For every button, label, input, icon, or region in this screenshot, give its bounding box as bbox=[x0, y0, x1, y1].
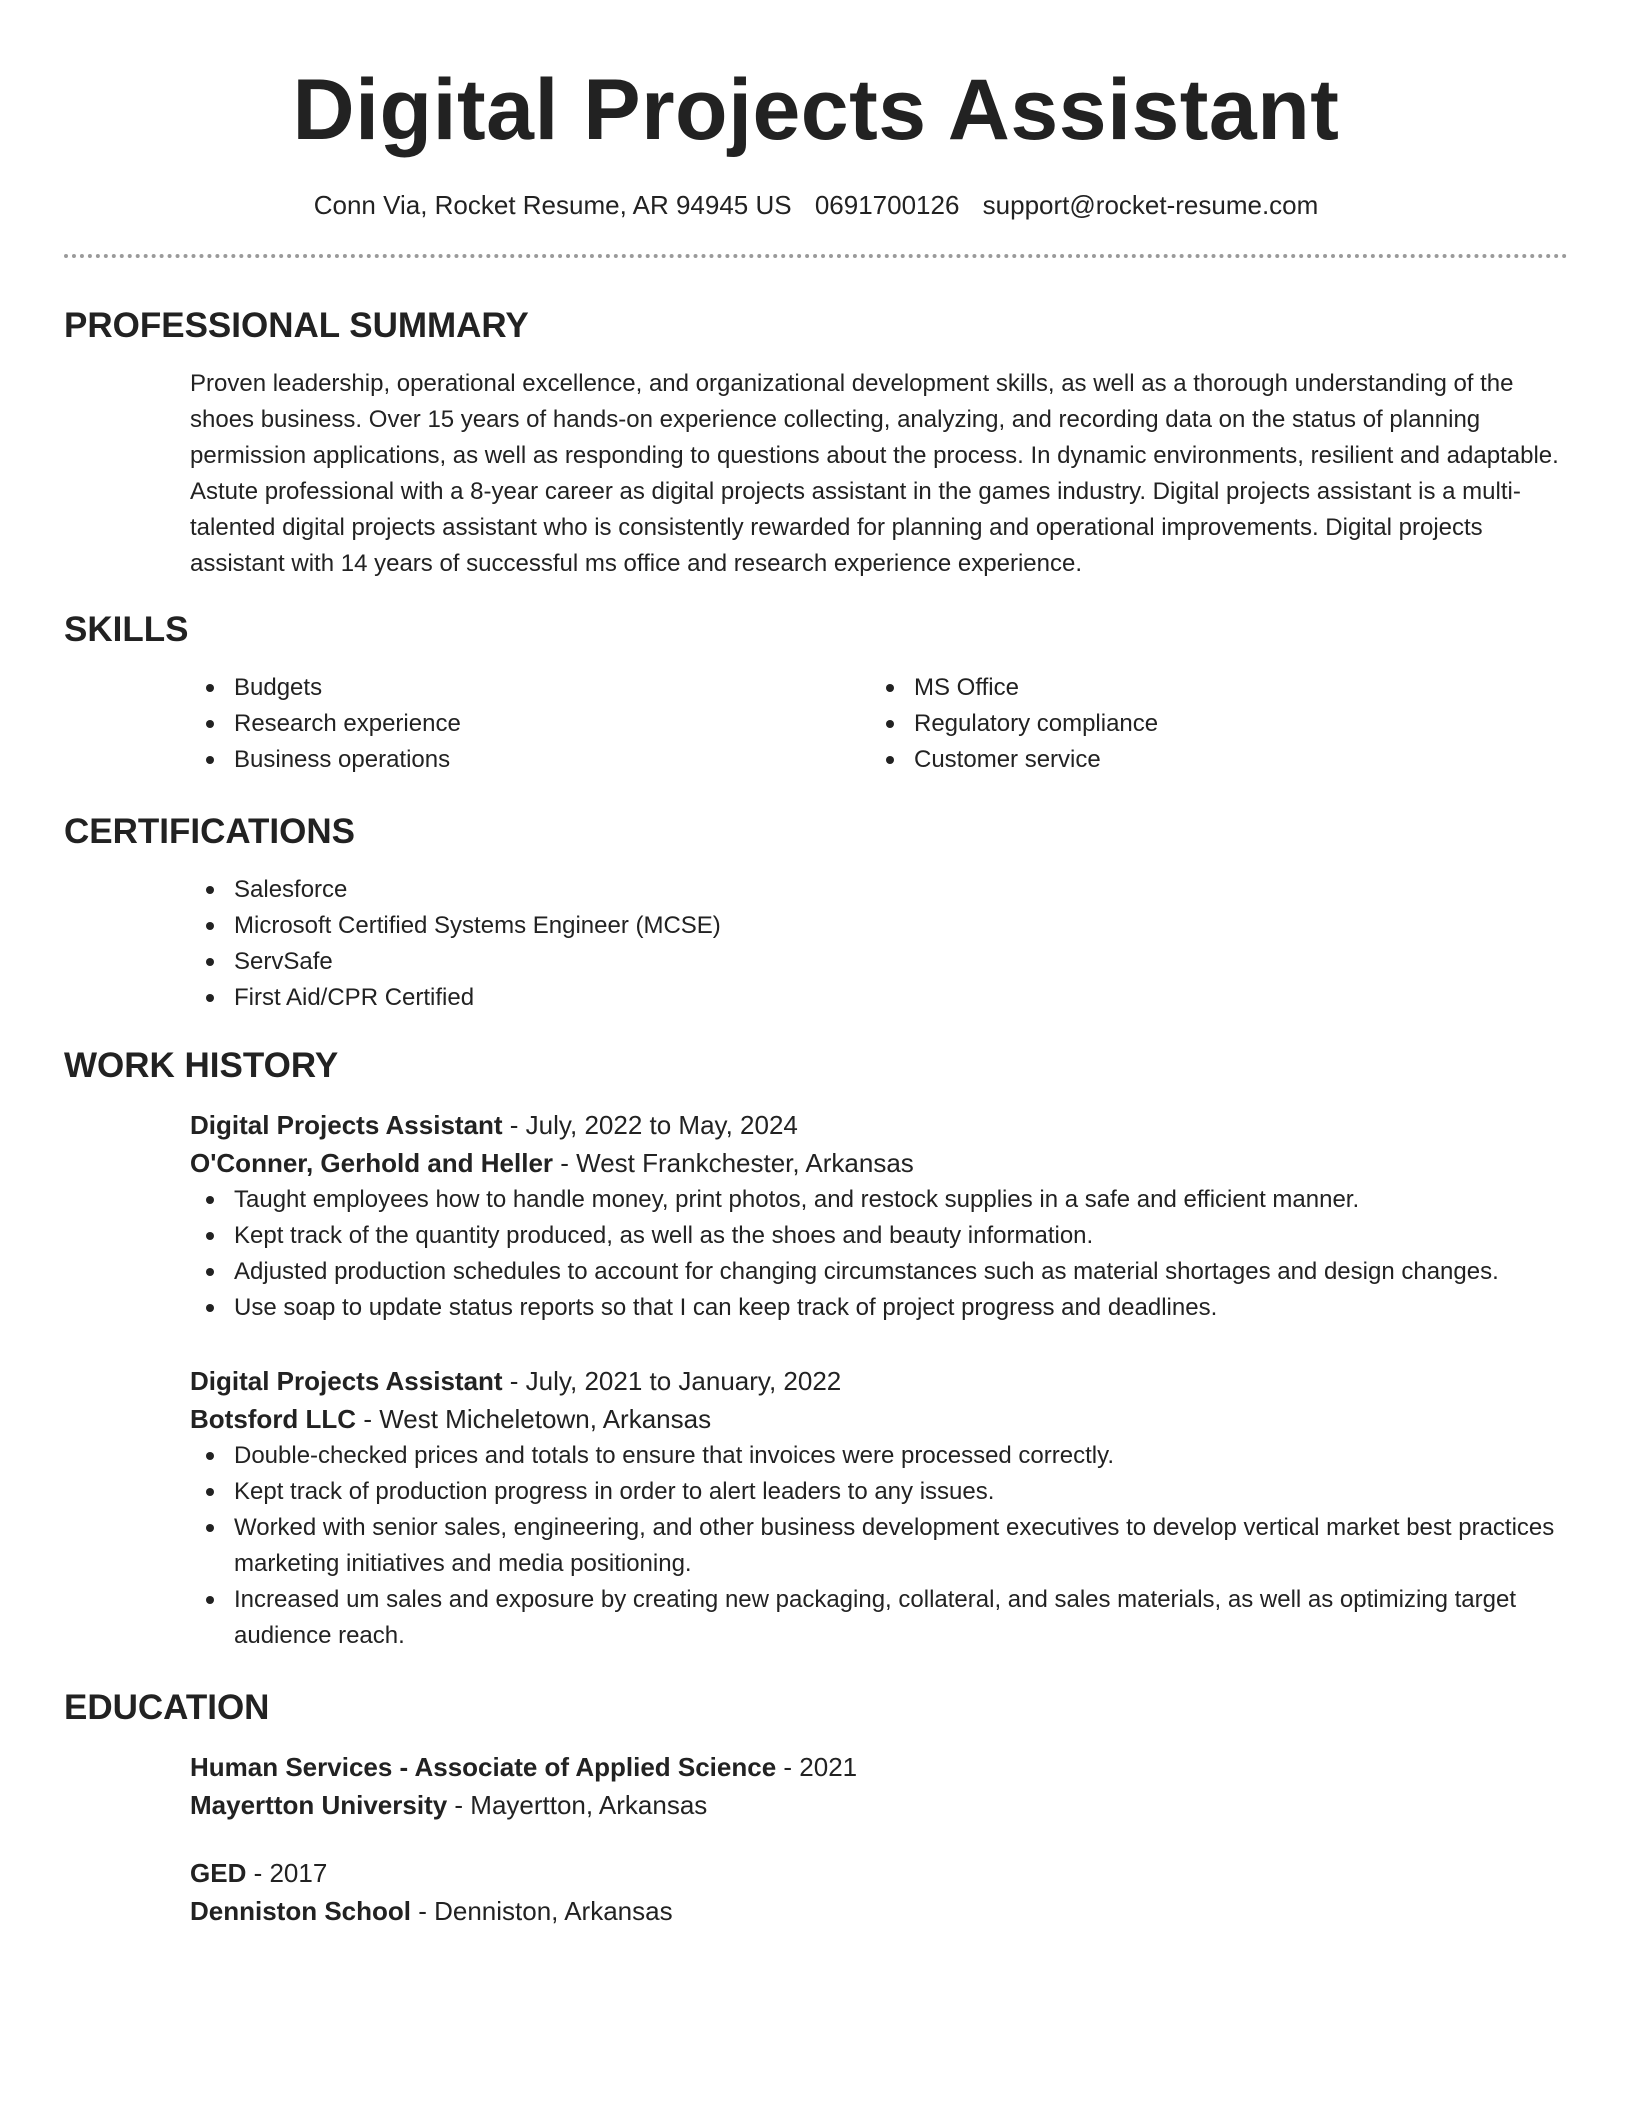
education-location: - Denniston, Arkansas bbox=[411, 1896, 673, 1926]
job-dates: - July, 2021 to January, 2022 bbox=[502, 1366, 842, 1396]
work-history-heading: WORK HISTORY bbox=[64, 1046, 339, 1085]
certifications-heading: CERTIFICATIONS bbox=[64, 812, 356, 851]
job-duties bbox=[190, 1182, 1568, 1326]
skills-heading: SKILLS bbox=[64, 610, 189, 649]
contact-address: Conn Via, Rocket Resume, AR 94945 US bbox=[313, 190, 792, 220]
education-degree-line bbox=[190, 1854, 1568, 1892]
contact-email: support@rocket-resume.com bbox=[982, 190, 1319, 220]
education-school-line bbox=[190, 1892, 1568, 1930]
skill-item: Customer service bbox=[870, 742, 1550, 778]
job-company: Botsford LLC bbox=[190, 1404, 357, 1434]
education-school-line bbox=[190, 1786, 1568, 1824]
education-degree-line bbox=[190, 1748, 1568, 1786]
education-entry bbox=[190, 1748, 1568, 1824]
certification-item: ServSafe bbox=[190, 944, 1568, 980]
job-company: O'Conner, Gerhold and Heller bbox=[190, 1148, 554, 1178]
education-year: - 2017 bbox=[246, 1858, 328, 1888]
job-entry bbox=[190, 1362, 1568, 1654]
skill-item: Business operations bbox=[190, 742, 870, 778]
job-dates: - July, 2022 to May, 2024 bbox=[502, 1110, 798, 1140]
certifications-list bbox=[190, 872, 1568, 1016]
job-duty: Increased um sales and exposure by creating new packaging, collateral, and sales materials, as well as optimizing target audience reach. bbox=[190, 1582, 1568, 1654]
job-title-line bbox=[190, 1362, 1568, 1400]
job-duty: Adjusted production schedules to account for changing circumstances such as material shortages and design changes. bbox=[190, 1254, 1568, 1290]
job-duty: Worked with senior sales, engineering, and other business development executives to develop vertical market best practices marketing initiatives and media positioning. bbox=[190, 1510, 1568, 1582]
job-role: Digital Projects Assistant bbox=[190, 1366, 503, 1396]
contact-line bbox=[64, 188, 1568, 222]
resume-name: Digital Projects Assistant bbox=[292, 62, 1340, 158]
job-duty: Double-checked prices and totals to ensure that invoices were processed correctly. bbox=[190, 1438, 1568, 1474]
skill-item: Regulatory compliance bbox=[870, 706, 1550, 742]
skill-item: MS Office bbox=[870, 670, 1550, 706]
job-location: - West Micheletown, Arkansas bbox=[356, 1404, 712, 1434]
job-location: - West Frankchester, Arkansas bbox=[553, 1148, 914, 1178]
education-year: - 2021 bbox=[776, 1752, 858, 1782]
certification-item: Salesforce bbox=[190, 872, 1568, 908]
job-entry bbox=[190, 1106, 1568, 1326]
contact-phone: 0691700126 bbox=[814, 190, 960, 220]
education-location: - Mayertton, Arkansas bbox=[447, 1790, 708, 1820]
header-divider bbox=[64, 254, 1568, 258]
education-degree: Human Services - Associate of Applied Science bbox=[190, 1752, 777, 1782]
education-heading: EDUCATION bbox=[64, 1688, 270, 1727]
certification-item: Microsoft Certified Systems Engineer (MCSE) bbox=[190, 908, 1568, 944]
job-company-line bbox=[190, 1144, 1568, 1182]
certification-item: First Aid/CPR Certified bbox=[190, 980, 1568, 1016]
education-school: Denniston School bbox=[190, 1896, 411, 1926]
education-degree: GED bbox=[190, 1858, 247, 1888]
job-title-line bbox=[190, 1106, 1568, 1144]
job-duties bbox=[190, 1438, 1568, 1654]
job-duty: Use soap to update status reports so that I can keep track of project progress and deadlines. bbox=[190, 1290, 1568, 1326]
education-school: Mayertton University bbox=[190, 1790, 448, 1820]
skills-column-right bbox=[870, 670, 1550, 778]
job-duty: Kept track of production progress in order to alert leaders to any issues. bbox=[190, 1474, 1568, 1510]
skills-column-left bbox=[190, 670, 870, 778]
job-role: Digital Projects Assistant bbox=[190, 1110, 503, 1140]
skill-item: Research experience bbox=[190, 706, 870, 742]
summary-heading: PROFESSIONAL SUMMARY bbox=[64, 306, 529, 345]
skills-list bbox=[190, 670, 1568, 778]
job-duty: Kept track of the quantity produced, as well as the shoes and beauty information. bbox=[190, 1218, 1568, 1254]
job-company-line bbox=[190, 1400, 1568, 1438]
job-duty: Taught employees how to handle money, print photos, and restock supplies in a safe and efficient manner. bbox=[190, 1182, 1568, 1218]
skill-item: Budgets bbox=[190, 670, 870, 706]
education-entry bbox=[190, 1854, 1568, 1930]
summary-text: Proven leadership, operational excellence, and organizational development skills, as well as a thorough understanding of the shoes business. Over 15 years of hands-on experience collecting, analyzing, and recording data on the status of planning permission applications, as well as responding to questions about the process. In dynamic environments, resilient and adaptable. Astute professional with a 8-year career as digital projects assistant in the games industry. Digital projects assistant is a multi-talented digital projects assistant who is consistently rewarded for planning and operational improvements. Digital projects assistant with 14 years of successful ms office and research experience experience. bbox=[190, 370, 1559, 577]
